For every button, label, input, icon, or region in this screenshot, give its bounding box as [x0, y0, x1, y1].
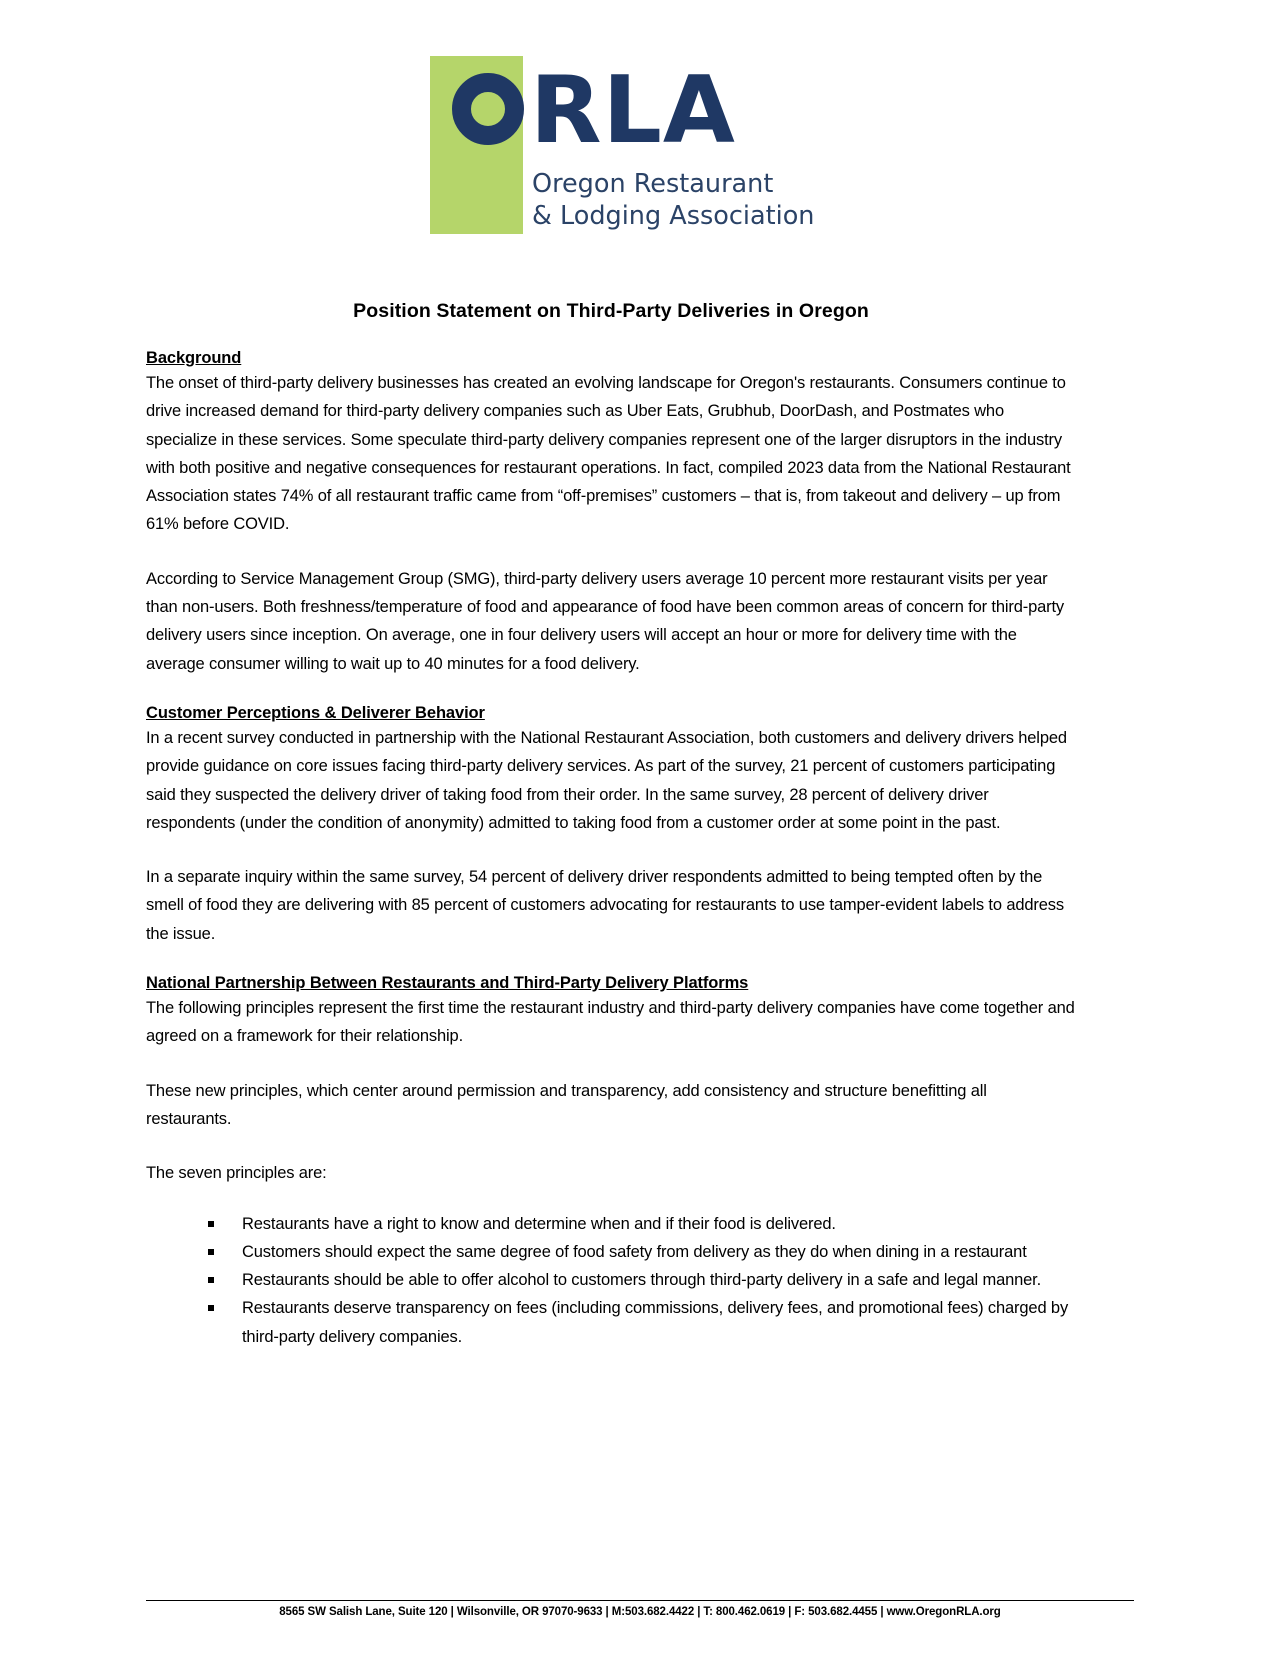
logo-subtitle-line-2: & Lodging Association — [532, 201, 815, 231]
section-heading: Customer Perceptions & Deliverer Behavior — [146, 703, 485, 722]
list-item: Customers should expect the same degree of food safety from delivery as they do when dining in a restaurant — [208, 1238, 1076, 1266]
section-heading: National Partnership Between Restaurants and Third-Party Delivery Platforms — [146, 974, 749, 993]
section-paragraph: In a separate inquiry within the same survey, 54 percent of delivery driver respondents admitted to being tempted often by the smell of food they are delivering with 85 percent of customers advocating for restaurants to use tamper-evident labels to address the issue. — [146, 868, 1064, 943]
section-heading: Background — [146, 349, 242, 367]
organization-logo — [0, 0, 1280, 234]
section-national-partnership — [146, 974, 1076, 1351]
page-footer: 8565 SW Salish Lane, Suite 120 | Wilsonville, OR 97070-9633 | M:503.682.4422 | T: 800.462.0619 | F: 503.682.4455 | www.OregonRLA.org — [146, 1600, 1134, 1618]
section-customer-perceptions — [146, 704, 1076, 948]
logo-wordmark: RLA — [530, 56, 736, 164]
list-item: Restaurants should be able to offer alcohol to customers through third-party delivery in a safe and legal manner. — [208, 1266, 1076, 1294]
section-paragraph: The following principles represent the first time the restaurant industry and third-party delivery companies have come together and agreed on a framework for their relationship. — [146, 999, 1075, 1046]
section-paragraph: These new principles, which center around permission and transparency, add consistency and structure benefitting all restaurants. — [146, 1081, 987, 1128]
section-paragraph: According to Service Management Group (SMG), third-party delivery users average 10 percent more restaurant visits per year than non-users. Both freshness/temperature of food and appearance of food have been common areas of concern for third-party delivery users since inception. On average, one in four delivery users will accept an hour or more for delivery time with the average consumer willing to wait up to 40 minutes for a food delivery. — [146, 569, 1065, 673]
list-item: Restaurants have a right to know and determine when and if their food is delivered. — [208, 1210, 1076, 1238]
document-body — [146, 300, 1076, 1351]
logo-subtitle — [532, 168, 814, 232]
section-paragraph: In a recent survey conducted in partnership with the National Restaurant Association, both customers and delivery drivers helped provide guidance on core issues facing third-party delivery services. As part of the survey, 21 percent of customers participating said they suspected the delivery driver of taking food from their order. In the same survey, 28 percent of delivery driver respondents (under the condition of anonymity) admitted to taking food from a customer order at some point in the past. — [146, 728, 1067, 832]
logo-subtitle-line-1: Oregon Restaurant — [532, 169, 774, 199]
orla-logo — [430, 56, 850, 234]
list-item: Restaurants deserve transparency on fees (including commissions, delivery fees, and promotional fees) charged by third-party delivery companies. — [208, 1294, 1076, 1351]
logo-o-ring-icon — [452, 73, 524, 145]
page-title: Position Statement on Third-Party Deliveries in Oregon — [353, 300, 869, 322]
principles-list — [146, 1210, 1076, 1351]
section-background — [146, 349, 1076, 678]
principles-intro: The seven principles are: — [146, 1164, 327, 1183]
section-paragraph: The onset of third-party delivery businesses has created an evolving landscape for Oregon's restaurants. Consumers continue to drive increased demand for third-party delivery companies such as Uber Eats, Grubhub, DoorDash, and Postmates who specialize in these services. Some speculate third-party delivery companies represent one of the larger disruptors in the industry with both positive and negative consequences for restaurant operations. In fact, compiled 2023 data from the National Restaurant Association states 74% of all restaurant traffic came from “off-premises” customers – that is, from takeout and delivery – up from 61% before COVID. — [146, 374, 1071, 534]
